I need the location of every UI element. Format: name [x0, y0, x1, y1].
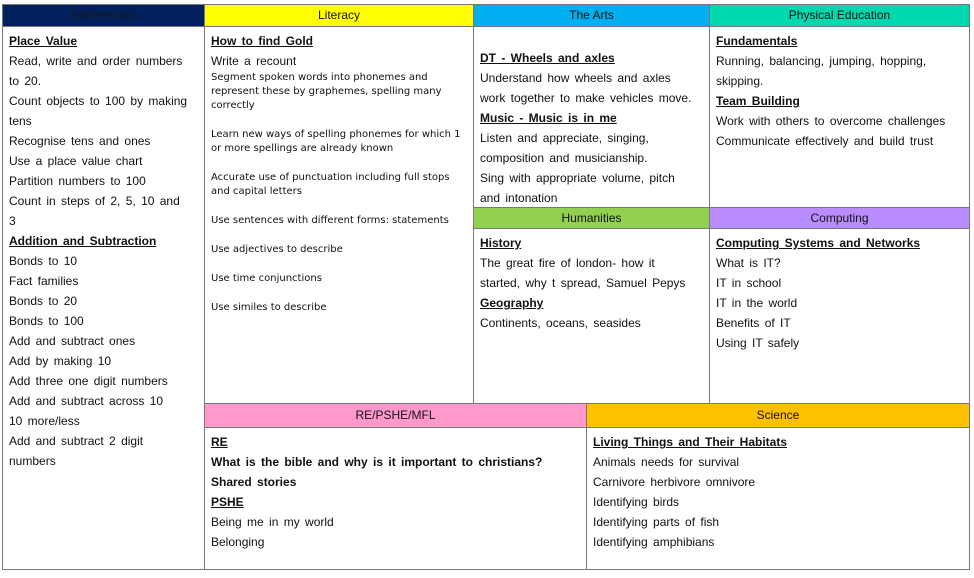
computing-body — [710, 229, 969, 353]
objective-item: Use time conjunctions — [211, 273, 322, 284]
list-item: Use a place value chart — [9, 154, 143, 168]
geography-heading: Geography — [480, 296, 544, 310]
humanities-body — [474, 229, 710, 333]
pe-body — [710, 27, 969, 151]
list-item: Add and subtract across 10 — [9, 394, 164, 408]
list-item: Benefits of IT — [716, 316, 791, 330]
list-item: Bonds to 10 — [9, 254, 78, 268]
geography-list — [480, 313, 704, 333]
list-item: Bonds to 100 — [9, 314, 84, 328]
list-item: IT in the world — [716, 296, 798, 310]
list-item: Read, write and order numbers — [9, 54, 183, 68]
write-a-recount: Write a recount — [211, 54, 297, 68]
dt-wheels-heading: DT - Wheels and axles — [480, 51, 615, 65]
list-item: started, why t spread, Samuel Pepys — [480, 276, 686, 290]
list-item: Recognise tens and ones — [9, 134, 151, 148]
pshe-heading: PSHE — [211, 495, 244, 509]
arts-header: The Arts — [474, 5, 710, 27]
shared-stories: Shared stories — [211, 475, 297, 489]
list-item: Add three one digit numbers — [9, 374, 168, 388]
list-item: Listen and appreciate, singing, — [480, 131, 649, 145]
list-item: Being me in my world — [211, 515, 334, 529]
pshe-list — [211, 512, 581, 552]
fundamentals-list — [716, 51, 963, 91]
list-item: work together to make vehicles move. — [480, 91, 692, 105]
list-item: Using IT safely — [716, 336, 800, 350]
computing-list — [716, 253, 963, 353]
re-header: RE/PSHE/MFL — [205, 404, 587, 428]
list-item: Work with others to overcome challenges — [716, 114, 946, 128]
re-body — [205, 428, 587, 552]
list-item: Animals needs for survival — [593, 455, 740, 469]
literacy-header: Literacy — [205, 5, 474, 27]
list-item: Bonds to 20 — [9, 294, 78, 308]
objective-item: Learn new ways of spelling phonemes for which 1 or more spellings are already known — [211, 129, 461, 154]
objective-item: Use similes to describe — [211, 302, 327, 313]
mathematics-body — [3, 27, 205, 471]
list-item: to 20. — [9, 74, 42, 88]
computing-header: Computing — [710, 207, 969, 229]
pe-header: Physical Education — [710, 5, 969, 27]
list-item: composition and musicianship. — [480, 151, 648, 165]
music-heading: Music - Music is in me — [480, 111, 617, 125]
list-item: Count objects to 100 by making — [9, 94, 188, 108]
list-item: The great fire of london- how it — [480, 256, 655, 270]
list-item: Add and subtract 2 digit — [9, 434, 144, 448]
list-item: tens — [9, 114, 32, 128]
re-heading: RE — [211, 435, 228, 449]
list-item: Add by making 10 — [9, 354, 112, 368]
literacy-body — [205, 27, 474, 330]
arts-body — [474, 44, 710, 208]
list-item: Communicate effectively and build trust — [716, 134, 934, 148]
science-body — [587, 428, 969, 552]
how-to-find-gold-heading: How to find Gold — [211, 34, 313, 48]
humanities-header: Humanities — [474, 207, 710, 229]
list-item: Identifying birds — [593, 495, 680, 509]
computing-systems-heading: Computing Systems and Networks — [716, 236, 921, 250]
dt-list — [480, 68, 704, 108]
list-item: 3 — [9, 214, 16, 228]
list-item: Continents, oceans, seasides — [480, 316, 641, 330]
list-item: Belonging — [211, 535, 265, 549]
list-item: Count in steps of 2, 5, 10 and — [9, 194, 180, 208]
list-item: Understand how wheels and axles — [480, 71, 671, 85]
living-things-heading: Living Things and Their Habitats — [593, 435, 788, 449]
list-item: and intonation — [480, 191, 558, 205]
list-item: IT in school — [716, 276, 782, 290]
list-item: Add and subtract ones — [9, 334, 136, 348]
place-value-list — [9, 51, 199, 231]
list-item: numbers — [9, 454, 56, 468]
science-header: Science — [587, 404, 969, 428]
list-item: 10 more/less — [9, 414, 80, 428]
place-value-heading: Place Value — [9, 34, 78, 48]
fundamentals-heading: Fundamentals — [716, 34, 798, 48]
objective-item: Use sentences with different forms: statements — [211, 215, 449, 226]
addition-subtraction-list — [9, 251, 199, 471]
list-item: Carnivore herbivore omnivore — [593, 475, 756, 489]
addition-subtraction-heading: Addition and Subtraction — [9, 234, 157, 248]
history-list — [480, 253, 704, 293]
bible-question: What is the bible and why is it important to christians? — [211, 455, 543, 469]
music-list — [480, 128, 704, 208]
list-item: skipping. — [716, 74, 764, 88]
list-item: Identifying amphibians — [593, 535, 715, 549]
literacy-objectives — [211, 71, 468, 315]
team-building-heading: Team Building — [716, 94, 800, 108]
list-item: Fact families — [9, 274, 79, 288]
list-item: Sing with appropriate volume, pitch — [480, 171, 675, 185]
list-item: What is IT? — [716, 256, 781, 270]
objective-item: Segment spoken words into phonemes and represent these by graphemes, spelling many correctly — [211, 72, 442, 111]
mathematics-header: Mathematics — [3, 5, 205, 27]
objective-item: Accurate use of punctuation including full stops and capital letters — [211, 172, 450, 197]
list-item: Partition numbers to 100 — [9, 174, 146, 188]
list-item: Identifying parts of fish — [593, 515, 720, 529]
list-item: Running, balancing, jumping, hopping, — [716, 54, 927, 68]
objective-item: Use adjectives to describe — [211, 244, 343, 255]
team-building-list — [716, 111, 963, 151]
science-list — [593, 452, 963, 552]
history-heading: History — [480, 236, 522, 250]
